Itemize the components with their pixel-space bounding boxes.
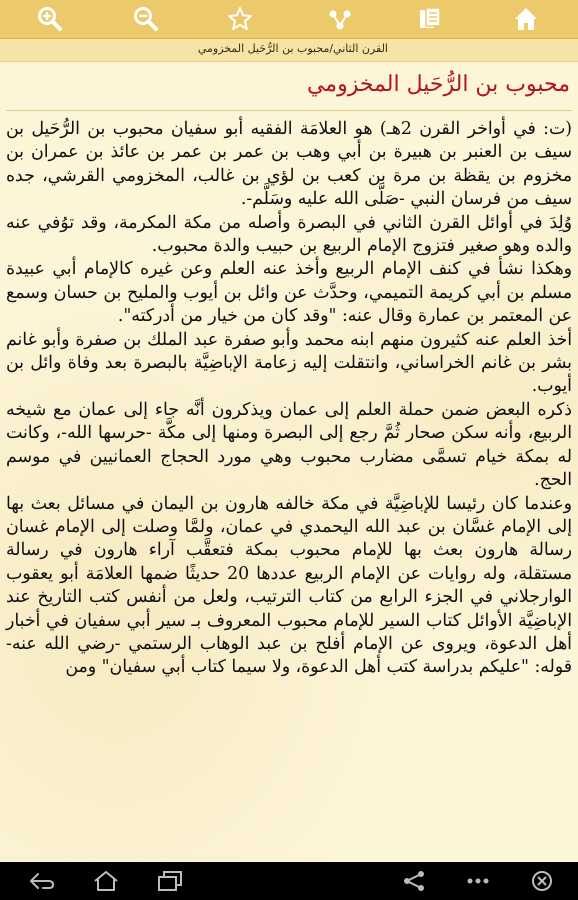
home-button[interactable] xyxy=(498,0,554,38)
paragraph: (ت: في أواخر القرن 2هـ) هو العلامَة الفقيه أبو سفيان محبوب بن الرُّحَيل بن سيف بن العنبر بن هبيرة بن أبي وهب بن عمر بن عمر بن عائذ بن عمران بن مخزوم بن يقظة بن مرة بن كعب بن لؤي بن غالب، المخزومي القرشي، جده سيف من فرسان النبي -صَلَّى الله عليه وسَلَّم-. xyxy=(6,119,573,210)
star-icon xyxy=(227,6,253,32)
zoom-in-icon xyxy=(37,6,63,32)
book-icon xyxy=(417,6,443,32)
paragraph: ذكره البعض ضمن حملة العلم إلى عمان ويذكرون أنَّه جاء إلى عمان مع شيخه الربيع، وأنه سكن صحار ثُمَّ رجع إلى البصرة ومنها إلى مكَّة -حرسها الله-، وكانت له بمكة خيام تسمَّى مضارب محبوب وهي مورد الحجاج العمانيين في موسم الحج. xyxy=(6,399,572,491)
nav-home-button[interactable] xyxy=(76,862,136,900)
home-icon xyxy=(513,6,539,32)
table-of-contents-button[interactable] xyxy=(402,0,458,38)
more-button[interactable] xyxy=(448,862,508,900)
paragraph: وعندما كان رئيسا للإباضِيَّة في مكة خالفه هارون بن اليمان في مسائل بعث بها إلى الإمام غسَّان بن عبد الله اليحمدي في عمان، ولمَّا وصلت إلى الإمام غسان رسالة هارون بعث بها للإمام محبوب بمكة فتعقَّب آراء هارون في رسالة مستقلة، وله روايات عن الإمام الربيع عددها 20 حديثًا ضمها العلامَة أبو يعقوب الوارجلاني في الجزء الرابع من كتاب الترتيب، ولعل من أنفس كتب التاريخ عند الإباضِيَّة الأوائل كتاب السير للإمام محبوب المعروف بـ سير أبي سفيان في أخبار أهل الدعوة، ويروى عن الإمام أفلح بن عبد الوهاب الرستمي -رضي الله عنه-قوله: "عليكم بدراسة كتب أهل الدعوة، ولا سيما كتاب أبي سفيان" ومن xyxy=(6,493,572,678)
zoom-in-button[interactable] xyxy=(22,0,78,38)
article-body xyxy=(6,118,572,680)
zoom-out-icon xyxy=(133,6,159,32)
paragraph: وهكذا نشأ في كنف الإمام الربيع وأخذ عنه العلم وعن غيره كالإمام أبي عبيدة مسلم بن أبي كريمة التميمي، وحدَّث عن وائل بن أيوب والمليح بن حسان وسمع عن المعتمر بن عمارة وقال عنه: "وقد كان من خيار من أدركته". xyxy=(6,259,572,327)
more-icon xyxy=(465,870,491,892)
share-icon xyxy=(327,6,353,32)
title-divider xyxy=(6,110,572,111)
back-icon xyxy=(29,870,55,892)
favorite-button[interactable] xyxy=(212,0,268,38)
zoom-out-button[interactable] xyxy=(118,0,174,38)
breadcrumb-bar xyxy=(0,39,578,62)
paragraph: أخذ العلم عنه كثيرون منهم ابنه محمد وأبو صفرة عبد الملك بن صفرة وأبو غانم بشر بن غانم الخراساني، وانتقلت إليه زعامة الإباضِيَّة بالبصرة بعد وفاة وائل بن أيوب. xyxy=(6,329,572,397)
recent-apps-icon xyxy=(157,870,183,892)
breadcrumb[interactable]: القرن الثاني/محبوب بن الرُّحَيل المخزومي xyxy=(197,42,388,55)
close-icon xyxy=(529,870,555,892)
system-share-button[interactable] xyxy=(384,862,444,900)
app-toolbar xyxy=(0,0,578,39)
article-content[interactable] xyxy=(0,62,578,862)
page-title: محبوب بن الرُّحَيل المخزومي xyxy=(306,72,570,97)
share-icon xyxy=(401,870,427,892)
home-icon xyxy=(93,870,119,892)
paragraph: وُلِدَ في أوائل القرن الثاني في البصرة وأصله من مكة المكرمة، وقد توُفي عنه والده وهو صغير فتزوج الإمام الربيع بن حبيب والدة محبوب. xyxy=(6,212,572,257)
recent-apps-button[interactable] xyxy=(140,862,200,900)
share-button[interactable] xyxy=(312,0,368,38)
back-button[interactable] xyxy=(12,862,72,900)
system-navigation-bar xyxy=(0,862,578,900)
close-button[interactable] xyxy=(512,862,572,900)
